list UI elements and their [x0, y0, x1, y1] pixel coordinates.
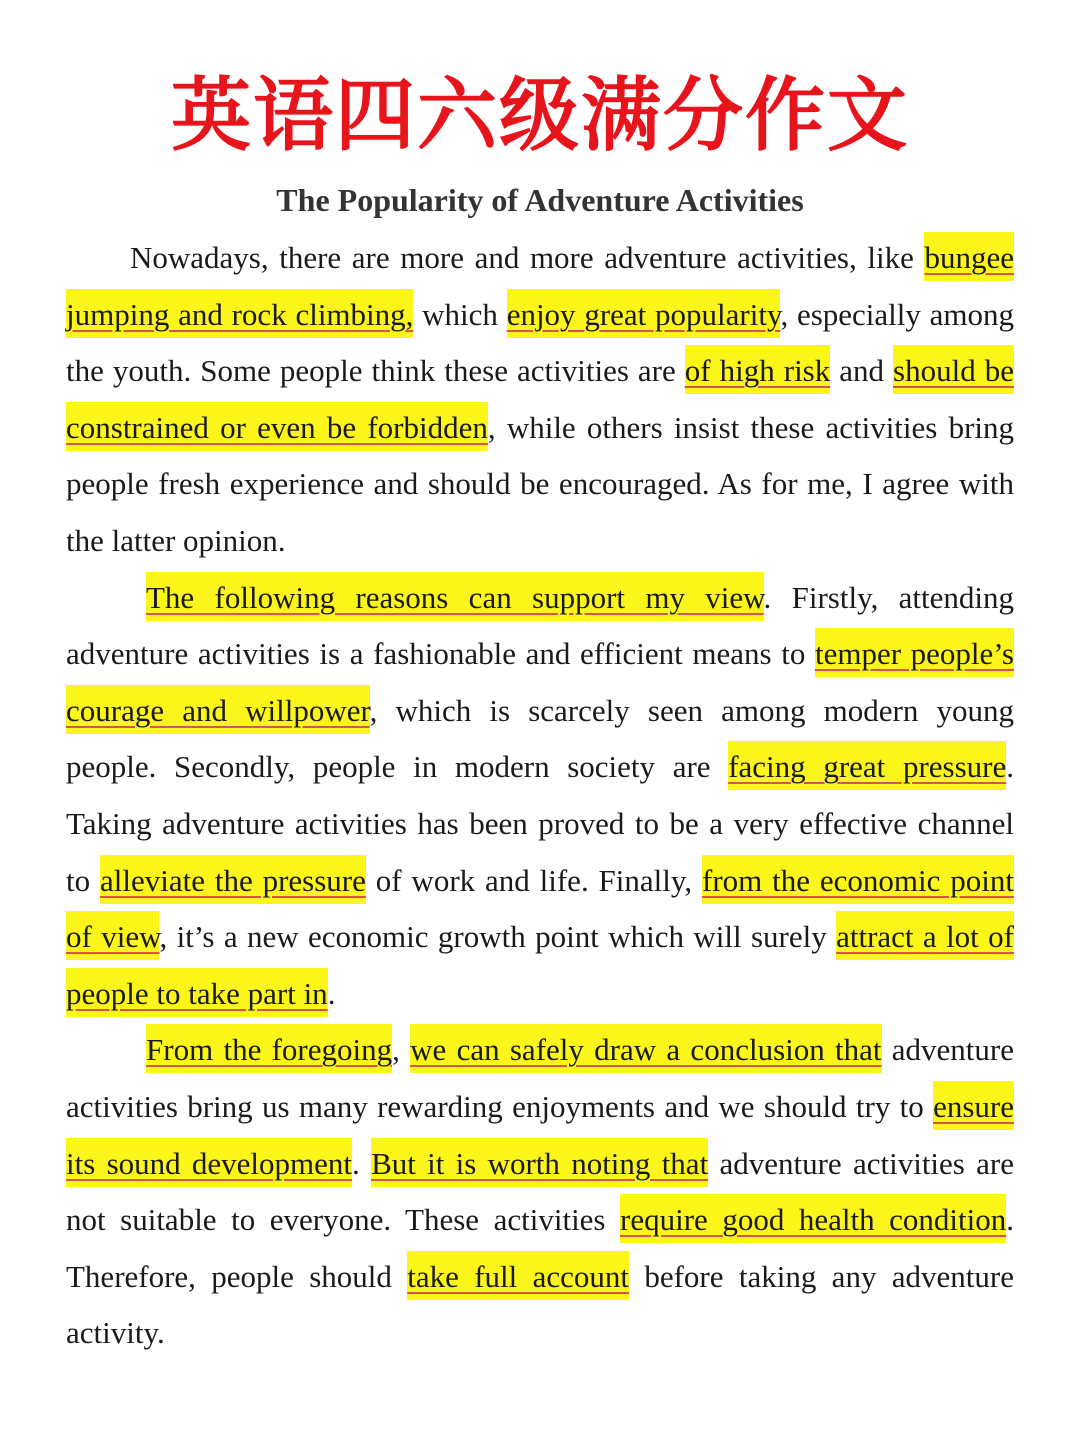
highlighted-phrase: temper people’s courage and willpower [66, 628, 1014, 734]
paragraph [66, 230, 1014, 570]
highlighted-phrase: enjoy great popularity [507, 289, 781, 338]
highlighted-phrase: require good health condition [620, 1194, 1006, 1243]
text-segment: , [392, 1032, 411, 1068]
highlighted-phrase: alleviate the pressure [100, 855, 366, 904]
highlighted-phrase: facing great pressure [728, 741, 1006, 790]
text-segment: which [413, 296, 507, 332]
text-segment: , which is scarcely seen among modern young people. Secondly, people in modern society are [66, 692, 1014, 785]
text-segment: and [830, 353, 894, 389]
highlighted-phrase: From the foregoing [146, 1024, 392, 1073]
text-segment: , it’s a new economic growth point which will surely [159, 919, 837, 955]
text-segment: before taking any adventure activity. [66, 1258, 1014, 1351]
text-segment: . [327, 975, 336, 1011]
highlighted-phrase: ensure its sound development [66, 1081, 1014, 1187]
text-segment: Nowadays, there are more and more adventure activities, like [130, 240, 925, 275]
highlighted-phrase: from the economic point of view [66, 855, 1014, 961]
text-segment: of work and life. Finally, [365, 862, 703, 898]
text-segment: , while others insist these activities bring people fresh experience and should be encouraged. As for me, I agree with the latter opinion. [66, 409, 1015, 558]
text-segment: . Taking adventure activities has been proved to be a very effective channel to [66, 749, 1014, 898]
highlighted-phrase: attract a lot of people to take part in [66, 911, 1014, 1017]
highlighted-phrase: bungee jumping and rock climbing, [66, 232, 1014, 338]
text-segment: . Firstly, attending adventure activities is a fashionable and efficient means to [66, 579, 1015, 672]
text-segment: adventure activities bring us many rewarding enjoyments and we should try to [66, 1032, 1015, 1124]
highlighted-phrase: The following reasons can support my view [146, 572, 764, 621]
paragraph [66, 1022, 1014, 1362]
highlighted-phrase: should be constrained or even be forbidden [66, 345, 1014, 451]
text-segment: adventure activities are not suitable to everyone. These activities [66, 1145, 1014, 1238]
text-segment: , especially among the youth. Some people think these activities are [66, 296, 1015, 389]
highlighted-phrase: But it is worth noting that [371, 1138, 708, 1187]
text-segment: . [352, 1145, 372, 1181]
text-segment: . Therefore, people should [66, 1202, 1014, 1294]
highlighted-phrase: we can safely draw a conclusion that [410, 1024, 881, 1073]
essay-title: The Popularity of Adventure Activities [276, 182, 804, 218]
paragraph [66, 570, 1014, 1023]
highlighted-phrase: of high risk [685, 345, 830, 394]
highlighted-phrase: take full account [407, 1251, 629, 1300]
main-title: 英语四六级满分作文 [171, 69, 909, 162]
essay-body [66, 230, 1014, 1362]
